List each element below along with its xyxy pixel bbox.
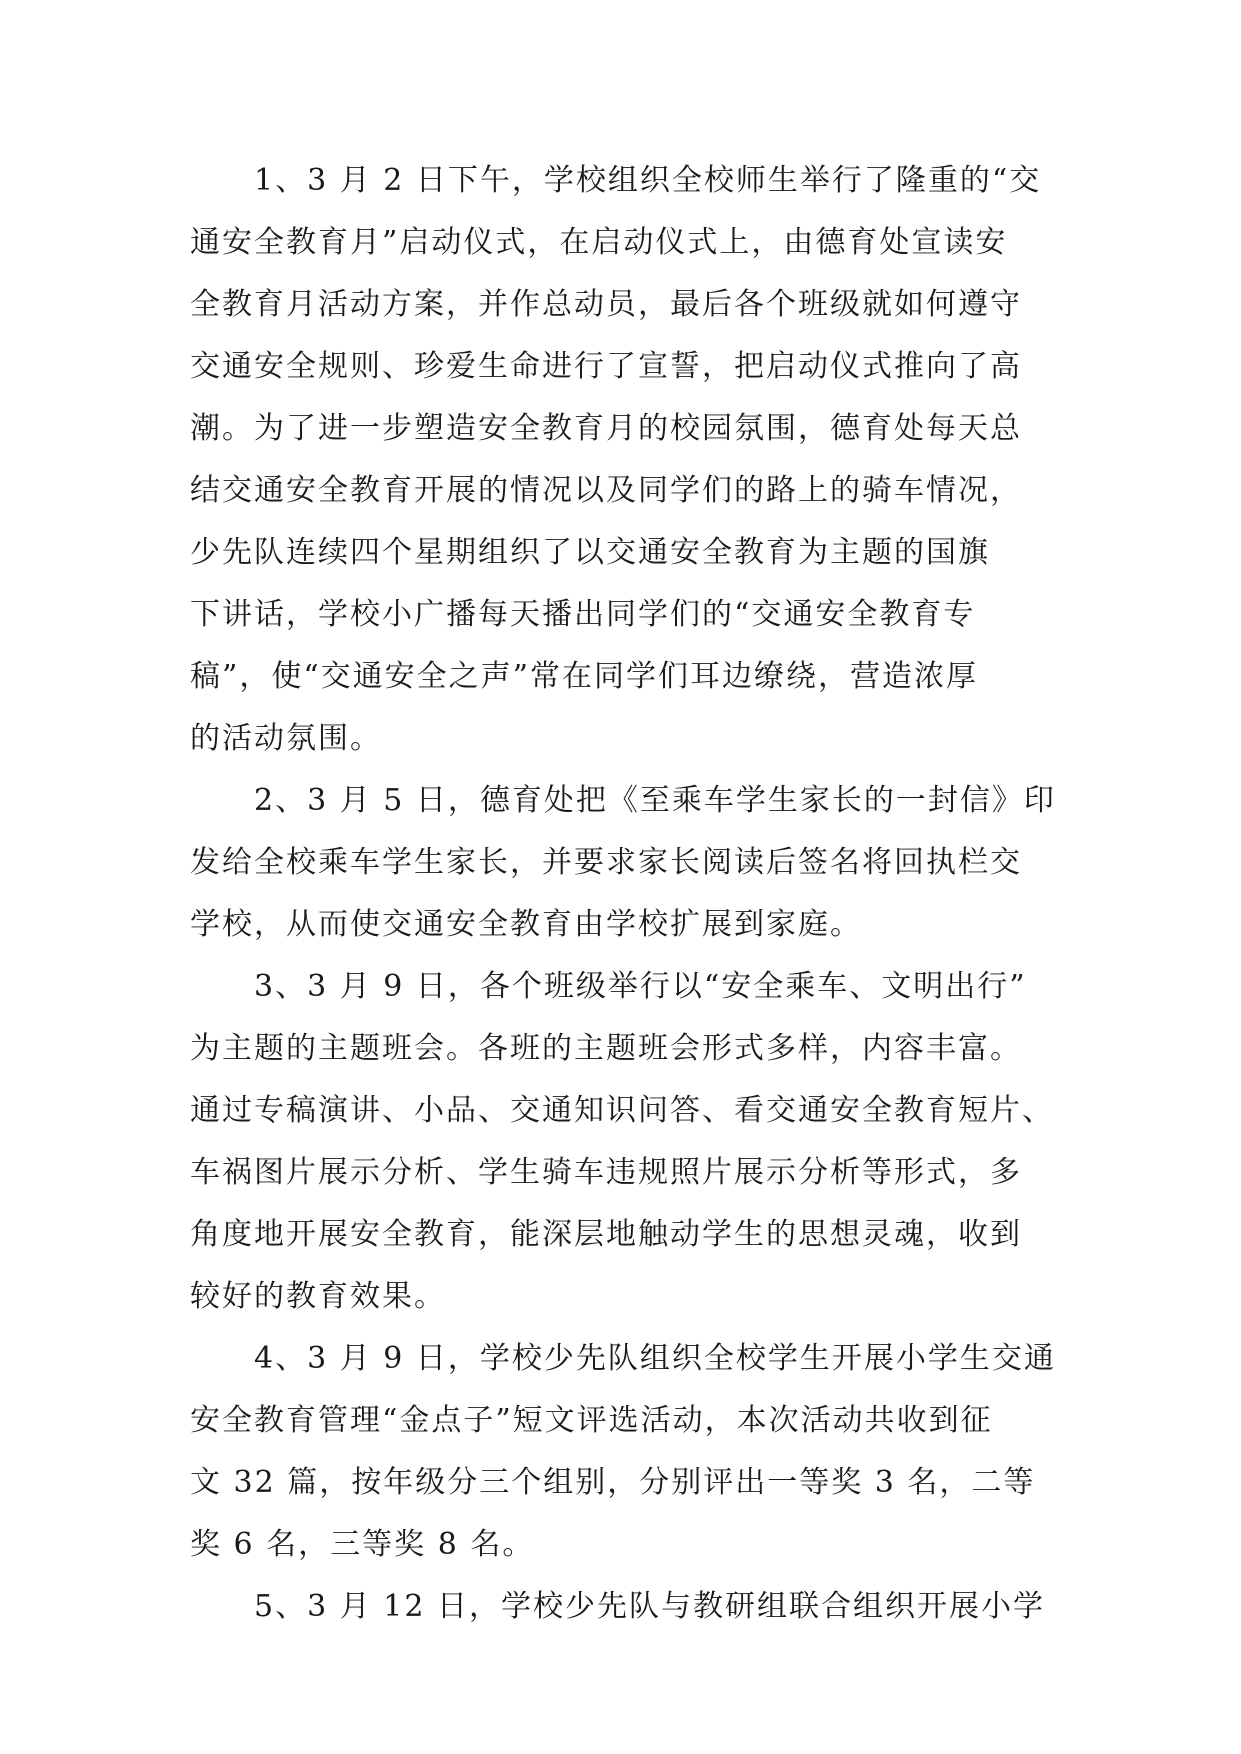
text-line: 通过专稿演讲、小品、交通知识问答、看交通安全教育短片、	[190, 1093, 1054, 1128]
text-line: 结交通安全教育开展的情况以及同学们的路上的骑车情况，	[190, 473, 1022, 508]
text-line: 1、3 月 2 日下午，学校组织全校师生举行了隆重的“交	[190, 163, 1042, 198]
text-line: 稿”，使“交通安全之声”常在同学们耳边缭绕，营造浓厚	[190, 659, 979, 694]
text-line: 的活动氛围。	[190, 721, 382, 756]
text-line: 少先队连续四个星期组织了以交通安全教育为主题的国旗	[190, 535, 990, 570]
text-line: 下讲话，学校小广播每天播出同学们的“交通安全教育专	[190, 597, 976, 632]
text-line: 文 32 篇，按年级分三个组别，分别评出一等奖 3 名，二等	[190, 1465, 1036, 1500]
text-line: 安全教育管理“金点子”短文评选活动，本次活动共收到征	[190, 1403, 993, 1438]
text-line: 交通安全规则、珍爱生命进行了宣誓，把启动仪式推向了高	[190, 349, 1022, 384]
text-line: 4、3 月 9 日，学校少先队组织全校学生开展小学生交通	[190, 1341, 1056, 1376]
text-line: 2、3 月 5 日，德育处把《至乘车学生家长的一封信》印	[190, 783, 1056, 818]
text-line: 通安全教育月”启动仪式，在启动仪式上，由德育处宣读安	[190, 225, 1008, 260]
text-line: 学校，从而使交通安全教育由学校扩展到家庭。	[190, 907, 862, 942]
text-line: 为主题的主题班会。各班的主题班会形式多样，内容丰富。	[190, 1031, 1022, 1066]
text-line: 潮。为了进一步塑造安全教育月的校园氛围，德育处每天总	[190, 411, 1022, 446]
text-line: 车祸图片展示分析、学生骑车违规照片展示分析等形式，多	[190, 1155, 1022, 1190]
text-line: 全教育月活动方案，并作总动员，最后各个班级就如何遵守	[190, 287, 1022, 322]
text-line: 角度地开展安全教育，能深层地触动学生的思想灵魂，收到	[190, 1217, 1022, 1252]
body-text	[190, 150, 1056, 1638]
text-line: 较好的教育效果。	[190, 1279, 446, 1314]
text-line: 奖 6 名，三等奖 8 名。	[190, 1527, 535, 1562]
text-line: 5、3 月 12 日，学校少先队与教研组联合组织开展小学	[190, 1589, 1045, 1624]
text-line: 发给全校乘车学生家长，并要求家长阅读后签名将回执栏交	[190, 845, 1022, 880]
text-line: 3、3 月 9 日，各个班级举行以“安全乘车、文明出行”	[190, 969, 1027, 1004]
